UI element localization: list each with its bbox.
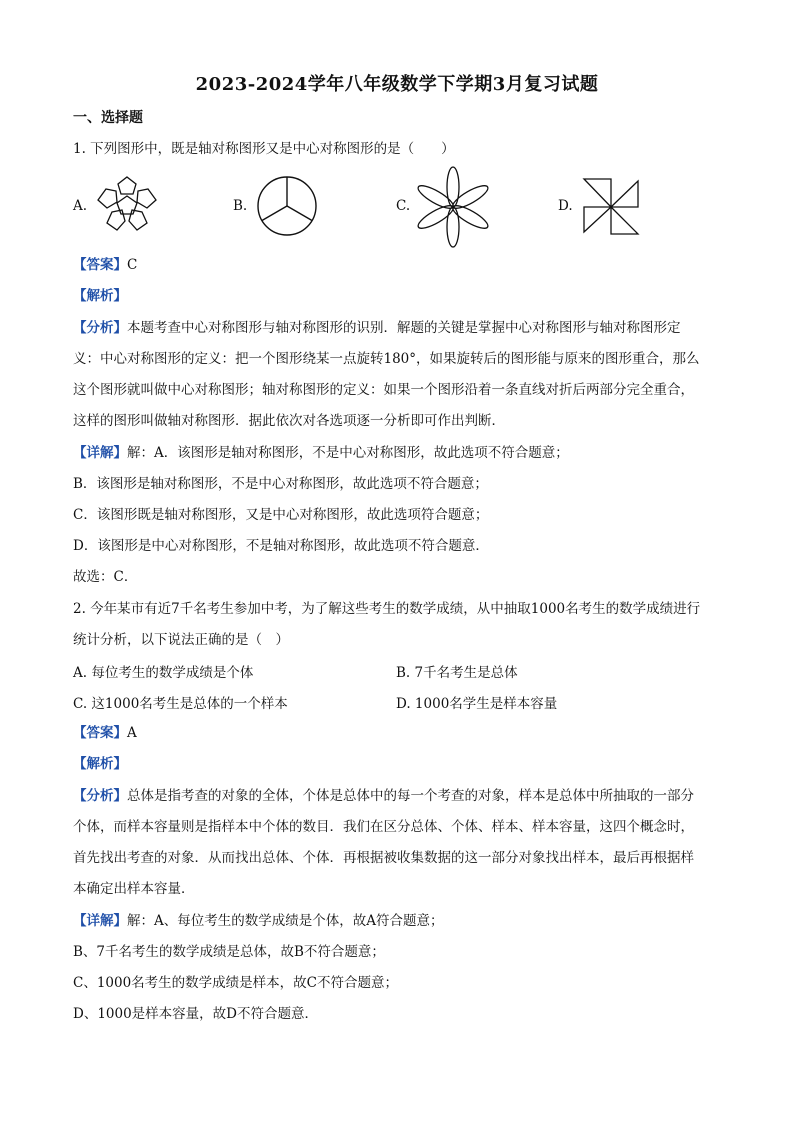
q1-option-d-label: D. <box>558 198 573 214</box>
q1-option-c-label: C. <box>396 198 411 214</box>
xiangjie-text: 解：A．该图形是轴对称图形，不是中心对称图形，故此选项不符合题意； <box>127 445 569 461</box>
q2-xiangjie-line-1 <box>73 911 444 931</box>
analysis-tag: 【解析】 <box>73 756 127 772</box>
fenxi-text: 本题考查中心对称图形与轴对称图形的识别．解题的关键是掌握中心对称图形与轴对称图形定 <box>127 320 681 336</box>
q2-stem-line-1: 2. 今年某市有近7千名考生参加中考，为了解这些考生的数学成绩，从中抽取1000名考生的数学成绩进行 <box>73 601 701 617</box>
answer-tag: 【答案】 <box>73 725 127 741</box>
fenxi-tag: 【分析】 <box>73 320 127 336</box>
q2-xiangjie-line-3: C、1000名考生的数学成绩是样本，故C不符合题意； <box>73 975 399 991</box>
q2-answer <box>73 723 137 743</box>
circle-three-sectors-figure <box>254 175 320 237</box>
q1-stem: 1. 下列图形中，既是轴对称图形又是中心对称图形的是（ ） <box>73 141 455 157</box>
xiangjie-text: 解：A、每位考生的数学成绩是个体，故A符合题意； <box>127 913 444 929</box>
q2-option-b: B. 7千名考生是总体 <box>396 665 518 681</box>
q1-xiangjie-line-4: D．该图形是中心对称图形，不是轴对称图形，故此选项不符合题意． <box>73 538 489 554</box>
pinwheel-figure <box>578 176 644 238</box>
q1-fenxi-line-4: 这样的图形叫做轴对称图形．据此依次对各选项逐一分析即可作出判断． <box>73 413 505 429</box>
q1-option-b-label: B. <box>233 198 248 214</box>
fenxi-text: 总体是指考查的对象的全体，个体是总体中的每一个考查的对象，样本是总体中所抽取的一部分 <box>127 788 694 804</box>
q2-xiangjie-line-2: B、7千名考生的数学成绩是总体，故B不符合题意； <box>73 944 385 960</box>
q1-analysis-heading <box>73 286 127 306</box>
q1-xiangjie-line-3: C．该图形既是轴对称图形，又是中心对称图形，故此选项符合题意； <box>73 507 489 523</box>
answer-value: A <box>127 725 137 741</box>
q2-analysis-heading <box>73 754 127 774</box>
q2-fenxi-line-1 <box>73 786 694 806</box>
answer-value: C <box>127 257 138 273</box>
q1-option-a-label: A. <box>73 198 88 214</box>
q2-fenxi-line-3: 首先找出考查的对象．从而找出总体、个体．再根据被收集数据的这一部分对象找出样本，最后再根据样 <box>73 850 694 866</box>
q2-fenxi-line-4: 本确定出样本容量． <box>73 881 195 897</box>
q1-fenxi-line-1 <box>73 318 681 338</box>
answer-tag: 【答案】 <box>73 257 127 273</box>
pentagons-figure <box>92 172 162 240</box>
q1-xiangjie-line-1 <box>73 443 569 463</box>
q1-conclusion: 故选：C． <box>73 569 138 585</box>
page-title: 2023-2024学年八年级数学下学期3月复习试题 <box>195 74 599 95</box>
flower-petals-figure <box>416 166 490 248</box>
q1-answer <box>73 255 137 275</box>
q2-stem-line-2: 统计分析，以下说法正确的是（ ） <box>73 632 289 648</box>
xiangjie-tag: 【详解】 <box>73 913 127 929</box>
section-heading: 一、选择题 <box>73 110 143 126</box>
q2-option-d: D. 1000名学生是样本容量 <box>396 696 558 712</box>
q2-option-a: A. 每位考生的数学成绩是个体 <box>73 665 254 681</box>
xiangjie-tag: 【详解】 <box>73 445 127 461</box>
q2-option-c: C. 这1000名考生是总体的一个样本 <box>73 696 288 712</box>
q1-fenxi-line-2: 义：中心对称图形的定义：把一个图形绕某一点旋转180°，如果旋转后的图形能与原来的图形重合，那么 <box>73 351 700 367</box>
analysis-tag: 【解析】 <box>73 288 127 304</box>
q1-xiangjie-line-2: B．该图形是轴对称图形，不是中心对称图形，故此选项不符合题意； <box>73 476 488 492</box>
q1-fenxi-line-3: 这个图形就叫做中心对称图形；轴对称图形的定义：如果一个图形沿着一条直线对折后两部分完全重合， <box>73 382 694 398</box>
fenxi-tag: 【分析】 <box>73 788 127 804</box>
q2-fenxi-line-2: 个体，而样本容量则是指样本中个体的数目．我们在区分总体、个体、样本、样本容量，这四个概念时， <box>73 819 694 835</box>
q2-xiangjie-line-4: D、1000是样本容量，故D不符合题意． <box>73 1006 319 1022</box>
